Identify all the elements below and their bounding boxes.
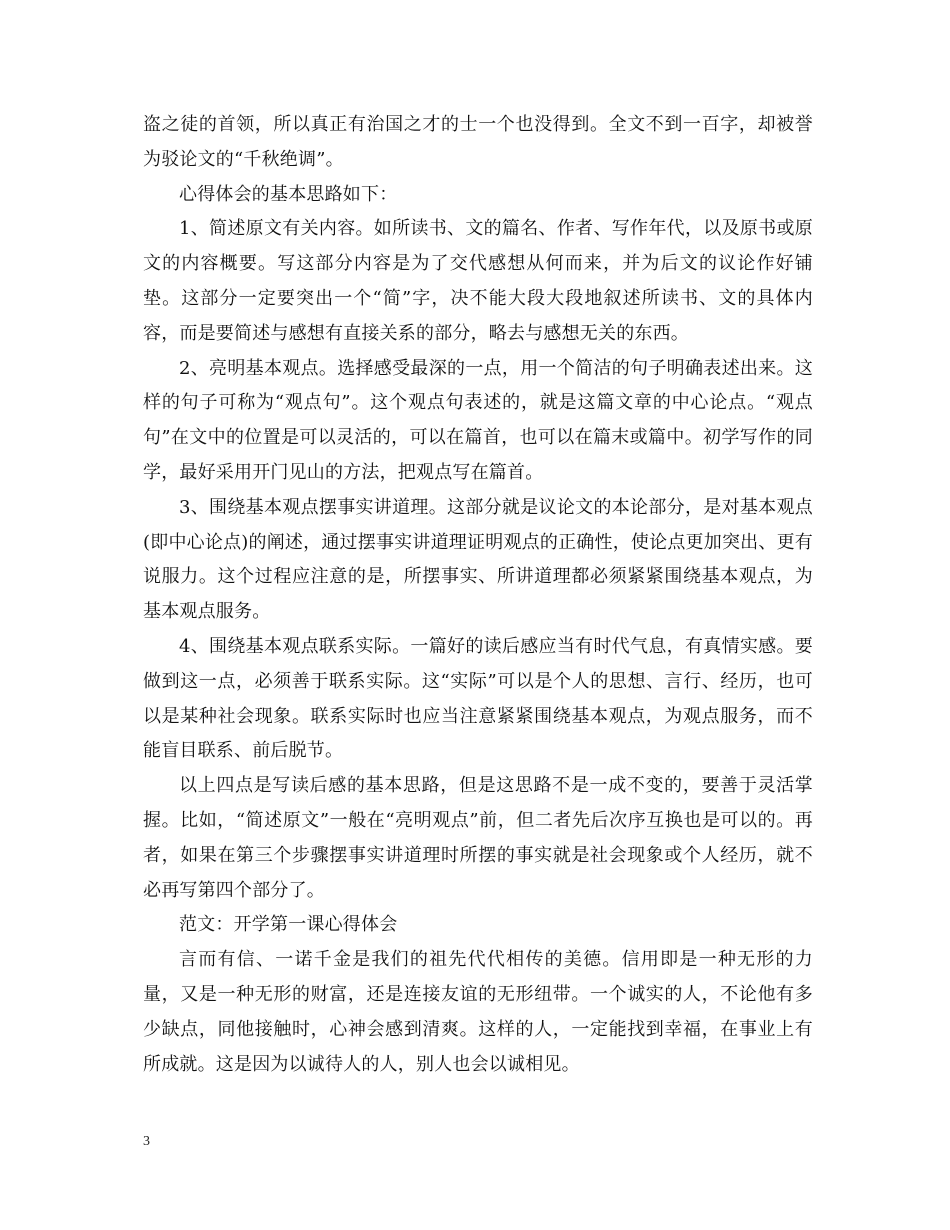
paragraph-step-3: 3、围绕基本观点摆事实讲道理。这部分就是议论文的本论部分，是对基本观点(即中心论点)的阐述，通过摆事实讲道理证明观点的正确性，使论点更加突出、更有说服力。这个过程应注意的是，所摆事实、所讲道理都必须紧紧围绕基本观点，为基本观点服务。 bbox=[143, 496, 813, 623]
paragraph-sample-body: 言而有信、一诺千金是我们的祖先代代相传的美德。信用即是一种无形的力量，又是一种无形的财富，还是连接友谊的无形纽带。一个诚实的人，不论他有多少缺点，同他接触时，心神会感到清爽。这样的人，一定能找到幸福，在事业上有所成就。这是因为以诚待人的人，别人也会以诚相见。 bbox=[143, 949, 813, 1075]
paragraph-sample-title: 范文：开学第一课心得体会 bbox=[179, 914, 398, 936]
paragraph-step-1: 1、简述原文有关内容。如所读书、文的篇名、作者、写作年代，以及原书或原文的内容概要。写这部分内容是为了交代感想从何而来，并为后文的议论作好铺垫。这部分一定要突出一个“简”字，决不能大段大段地叙述所读书、文的具体内容，而是要简述与感想有直接关系的部分，略去与感想无关的东西。 bbox=[143, 218, 813, 344]
paragraph-continuation: 盗之徒的首领，所以真正有治国之才的士一个也没得到。全文不到一百字，却被誉为驳论文的“千秋绝调”。 bbox=[143, 114, 813, 170]
paragraph-step-4: 4、围绕基本观点联系实际。一篇好的读后感应当有时代气息，有真情实感。要做到这一点，必须善于联系实际。这“实际”可以是个人的思想、言行、经历，也可以是某种社会现象。联系实际时也应当注意紧紧围绕基本观点，为观点服务，而不能盲目联系、前后脱节。 bbox=[143, 635, 813, 762]
paragraph-summary: 以上四点是写读后感的基本思路，但是这思路不是一成不变的，要善于灵活掌握。比如，“简述原文”一般在“亮明观点”前，但二者先后次序互换也是可以的。再者，如果在第三个步骤摆事实讲道理时所摆的事实就是社会现象或个人经历，就不必再写第四个部分了。 bbox=[143, 775, 813, 901]
paragraph-approach-intro: 心得体会的基本思路如下： bbox=[179, 183, 398, 205]
document-body bbox=[143, 108, 813, 1082]
paragraph-step-2: 2、亮明基本观点。选择感受最深的一点，用一个简洁的句子明确表述出来。这样的句子可称为“观点句”。这个观点句表述的，就是这篇文章的中心论点。“观点句”在文中的位置是可以灵活的，可以在篇首，也可以在篇末或篇中。初学写作的同学，最好采用开门见山的方法，把观点写在篇首。 bbox=[143, 357, 813, 483]
page-number: 3 bbox=[143, 1134, 150, 1149]
